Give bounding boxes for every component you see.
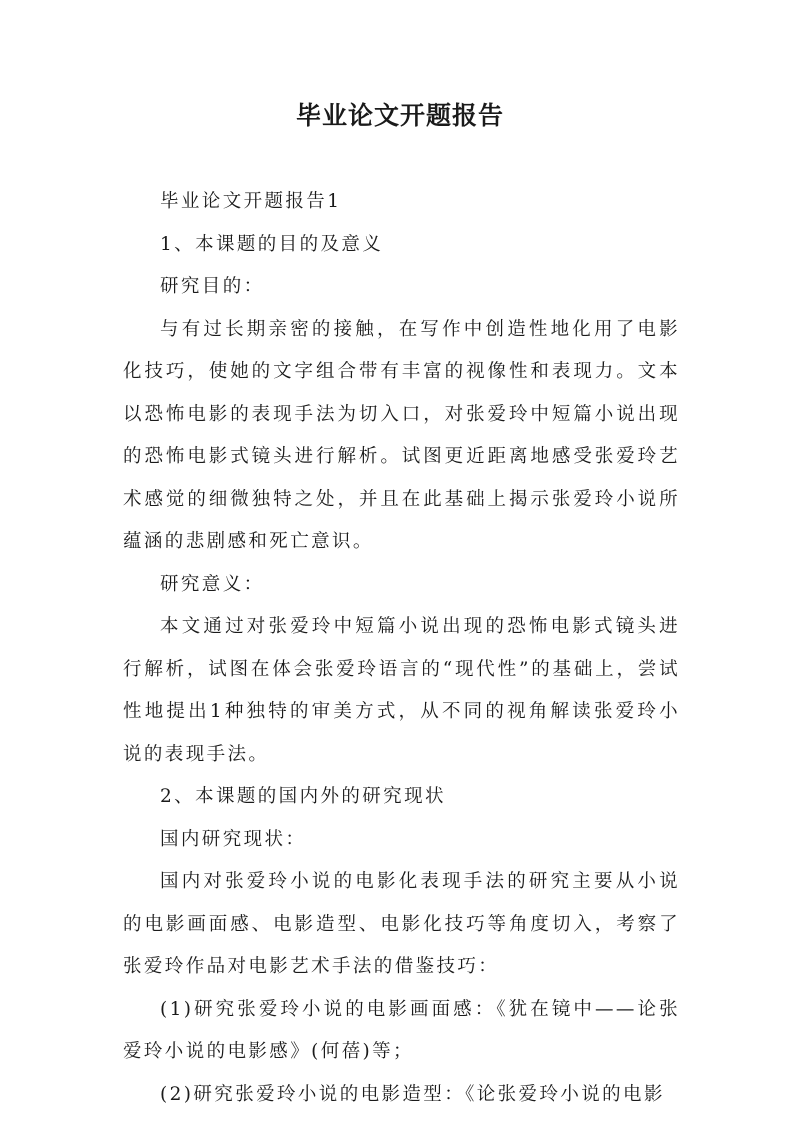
paragraph-purpose-text: 与有过长期亲密的接触，在写作中创造性地化用了电影化技巧，使她的文字组合带有丰富的视像性和表现力。文本以恐怖电影的表现手法为切入口，对张爱玲中短篇小说出现的恐怖电影式镜头进行解析。试图更近距离地感受张爱玲艺术感觉的细微独特之处，并且在此基础上揭示张爱玲小说所蕴涵的悲剧感和死亡意识。 <box>123 318 680 552</box>
paragraph-section-1-heading: 1、本课题的目的及意义 <box>160 233 384 255</box>
document-body <box>123 181 680 1116</box>
paragraph-significance-label: 研究意义： <box>160 573 265 595</box>
paragraph-item-2: (2)研究张爱玲小说的电影造型：《论张爱玲小说的电影 <box>160 1083 665 1105</box>
paragraph-item-1: (1)研究张爱玲小说的电影画面感：《犹在镜中——论张爱玲小说的电影感》(何蓓)等； <box>123 998 680 1062</box>
paragraph-domestic-text: 国内对张爱玲小说的电影化表现手法的研究主要从小说的电影画面感、电影造型、电影化技巧等角度切入，考察了张爱玲作品对电影艺术手法的借鉴技巧： <box>123 871 680 977</box>
paragraph-purpose-label: 研究目的： <box>160 276 265 297</box>
document-title: 毕业论文开题报告 <box>295 101 504 130</box>
paragraph-significance-text: 本文通过对张爱玲中短篇小说出现的恐怖电影式镜头进行解析，试图在体会张爱玲语言的“现代性”的基础上，尝试性地提出1种独特的审美方式，从不同的视角解读张爱玲小说的表现手法。 <box>123 616 680 765</box>
paragraph-section-2-heading: 2、本课题的国内外的研究现状 <box>160 786 446 807</box>
paragraph-domestic-label: 国内研究现状： <box>160 828 307 850</box>
paragraph-report-heading: 毕业论文开题报告1 <box>160 191 342 212</box>
